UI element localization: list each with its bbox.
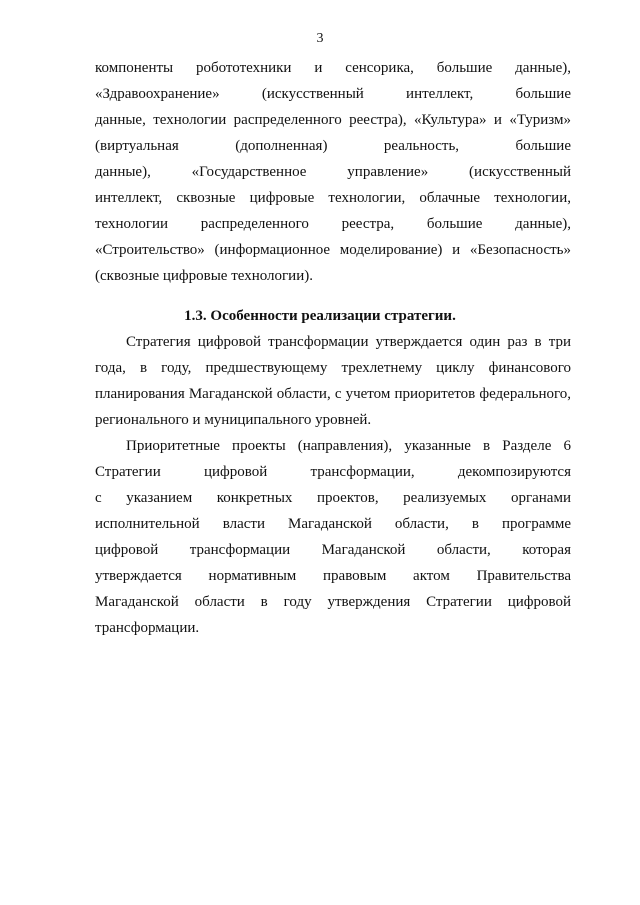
text-line: регионального и муниципального уровней. xyxy=(95,412,372,428)
text-line: утверждается нормативным правовым актом Правительства xyxy=(95,568,571,584)
text-line: «Строительство» (информационное моделирование) и «Безопасность» xyxy=(95,242,571,258)
text-line: данные), «Государственное управление» (искусственный xyxy=(95,164,571,180)
text-line: Стратегии цифровой трансформации, декомпозируются xyxy=(95,464,571,480)
text-line: Магаданской области в году утверждения Стратегии цифровой xyxy=(95,594,571,610)
section-heading: 1.3. Особенности реализации стратегии. xyxy=(184,308,456,324)
text-line: данные, технологии распределенного реестра), «Культура» и «Туризм» xyxy=(95,112,571,128)
text-line: исполнительной власти Магаданской области, в программе xyxy=(95,516,571,532)
text-line: (виртуальная (дополненная) реальность, большие xyxy=(95,138,571,154)
text-line: Приоритетные проекты (направления), указанные в Разделе 6 xyxy=(126,438,571,454)
page-number: 3 xyxy=(316,31,324,46)
text-line: трансформации. xyxy=(95,620,200,636)
text-line: «Здравоохранение» (искусственный интеллект, большие xyxy=(95,86,571,102)
text-line: компоненты робототехники и сенсорика, большие данные), xyxy=(95,60,571,76)
text-line: технологии распределенного реестра, большие данные), xyxy=(95,216,571,232)
text-line: интеллект, сквозные цифровые технологии, облачные технологии, xyxy=(95,190,571,206)
text-line: планирования Магаданской области, с учетом приоритетов федерального, xyxy=(95,386,571,402)
paragraph-strategy-approval xyxy=(95,329,571,433)
text-line: цифровой трансформации Магаданской области, которая xyxy=(95,542,571,558)
text-line: (сквозные цифровые технологии). xyxy=(95,268,313,284)
text-line: с указанием конкретных проектов, реализуемых органами xyxy=(95,490,571,506)
paragraph-priority-projects xyxy=(95,433,571,641)
continuation-paragraph xyxy=(95,55,571,289)
text-line: года, в году, предшествующему трехлетнему циклу финансового xyxy=(95,360,571,376)
text-line: Стратегия цифровой трансформации утверждается один раз в три xyxy=(126,334,571,350)
